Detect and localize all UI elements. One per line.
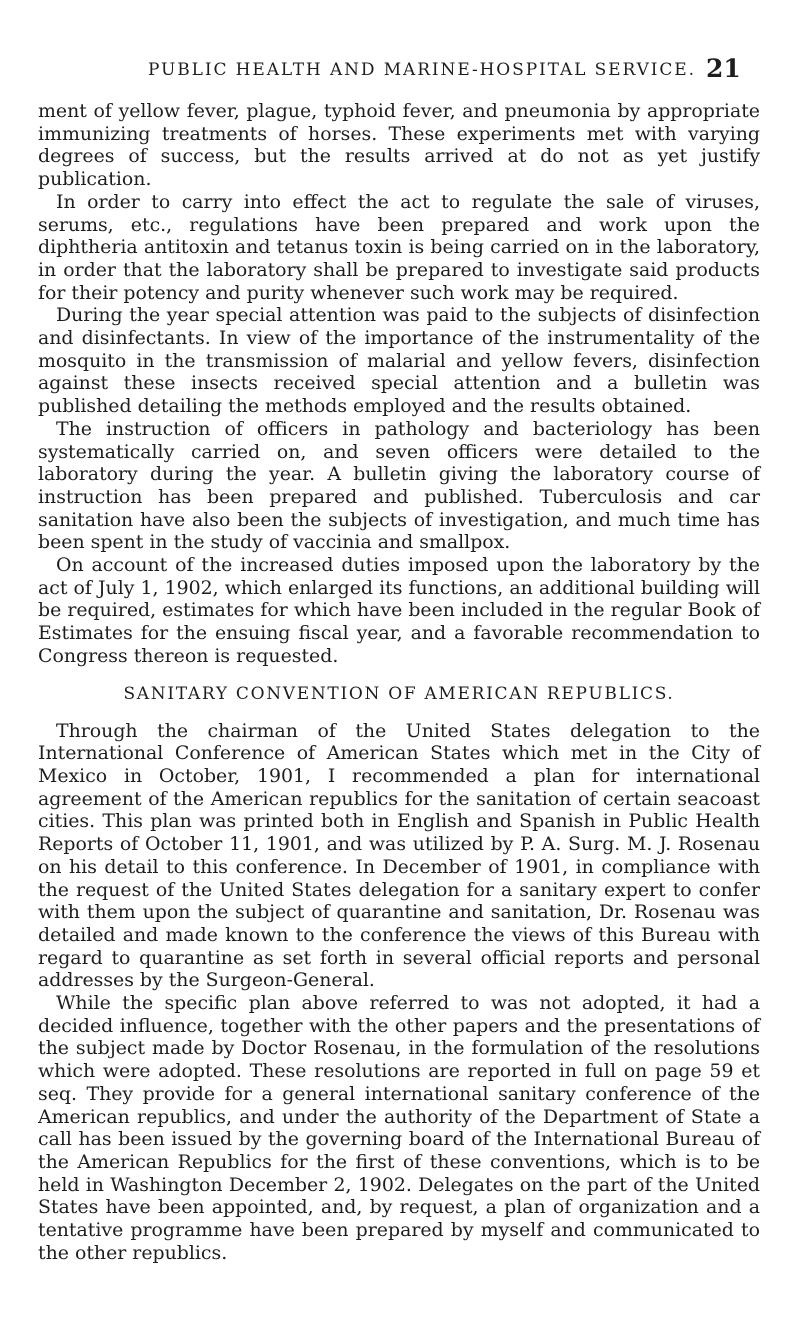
paragraph-disinfection: During the year special attention was paid to the subjects of disinfection and disinfectants. In view of the importance of the instrumentality of the mosquito in the transmission of malarial and yellow fevers, disinfection against these insects received special attention and a bulletin was published detailing the methods employed and the results obtained.: [38, 304, 760, 418]
running-head: [0, 56, 800, 86]
section-heading: SANITARY CONVENTION OF AMERICAN REPUBLICS.: [123, 683, 675, 704]
paragraph-instruction-of-officers: The instruction of officers in pathology and bacteriology has been systematically carried on, and seven officers were detailed to the laboratory during the year. A bulletin giving the laboratory course of instruction has been prepared and published. Tuberculosis and car sanitation have also been the subjects of investigation, and much time has been spent in the study of vaccinia and smallpox.: [38, 417, 760, 554]
body-text: [38, 100, 760, 1264]
running-head-title: PUBLIC HEALTH AND MARINE-HOSPITAL SERVICE.: [148, 60, 696, 80]
paragraph-viruses-serums: In order to carry into effect the act to regulate the sale of viruses, serums, etc., regulations have been prepared and work upon the diphtheria antitoxin and tetanus toxin is being carried on in the laboratory, in order that the laboratory shall be prepared to investigate said products for their potency and purity whenever such work may be required.: [38, 190, 760, 304]
page-number: 21: [706, 54, 741, 83]
paragraph-resolutions: While the specific plan above referred to was not adopted, it had a decided influence, together with the other papers and the presentations of the subject made by Doctor Rosenau, in the formulation of the resolutions which were adopted. These resolutions are reported in full on page 59 et seq. They provide for a general international sanitary conference of the American republics, and under the authority of the Department of State a call has been issued by the governing board of the International Bureau of the American Republics for the first of these conventions, which is to be held in Washington December 2, 1902. Delegates on the part of the United States have been appointed, and, by request, a plan of organization and a tentative programme have been prepared by myself and communicated to the other republics.: [38, 992, 760, 1264]
paragraph-conference-mexico: Through the chairman of the United States delegation to the International Conference of American States which met in the City of Mexico in October, 1901, I recommended a plan for international agreement of the American republics for the sanitation of certain seacoast cities. This plan was printed both in English and Spanish in Public Health Reports of October 11, 1901, and was utilized by P. A. Surg. M. J. Rosenau on his detail to this conference. In December of 1901, in compliance with the request of the United States delegation for a sanitary expert to confer with them upon the subject of quarantine and sanitation, Dr. Rosenau was detailed and made known to the conference the views of this Bureau with regard to quarantine as set forth in several official reports and personal addresses by the Surgeon-General.: [38, 719, 760, 992]
paragraph-continued: ment of yellow fever, plague, typhoid fever, and pneumonia by appropriate immunizing treatments of horses. These experiments met with varying degrees of success, but the results arrived at do not as yet justify publication.: [38, 100, 760, 191]
paragraph-additional-building: On account of the increased duties imposed upon the laboratory by the act of July 1, 1902, which enlarged its functions, an additional building will be required, estimates for which have been included in the regular Book of Estimates for the ensuing fiscal year, and a favorable recommendation to Congress thereon is requested.: [38, 554, 760, 667]
